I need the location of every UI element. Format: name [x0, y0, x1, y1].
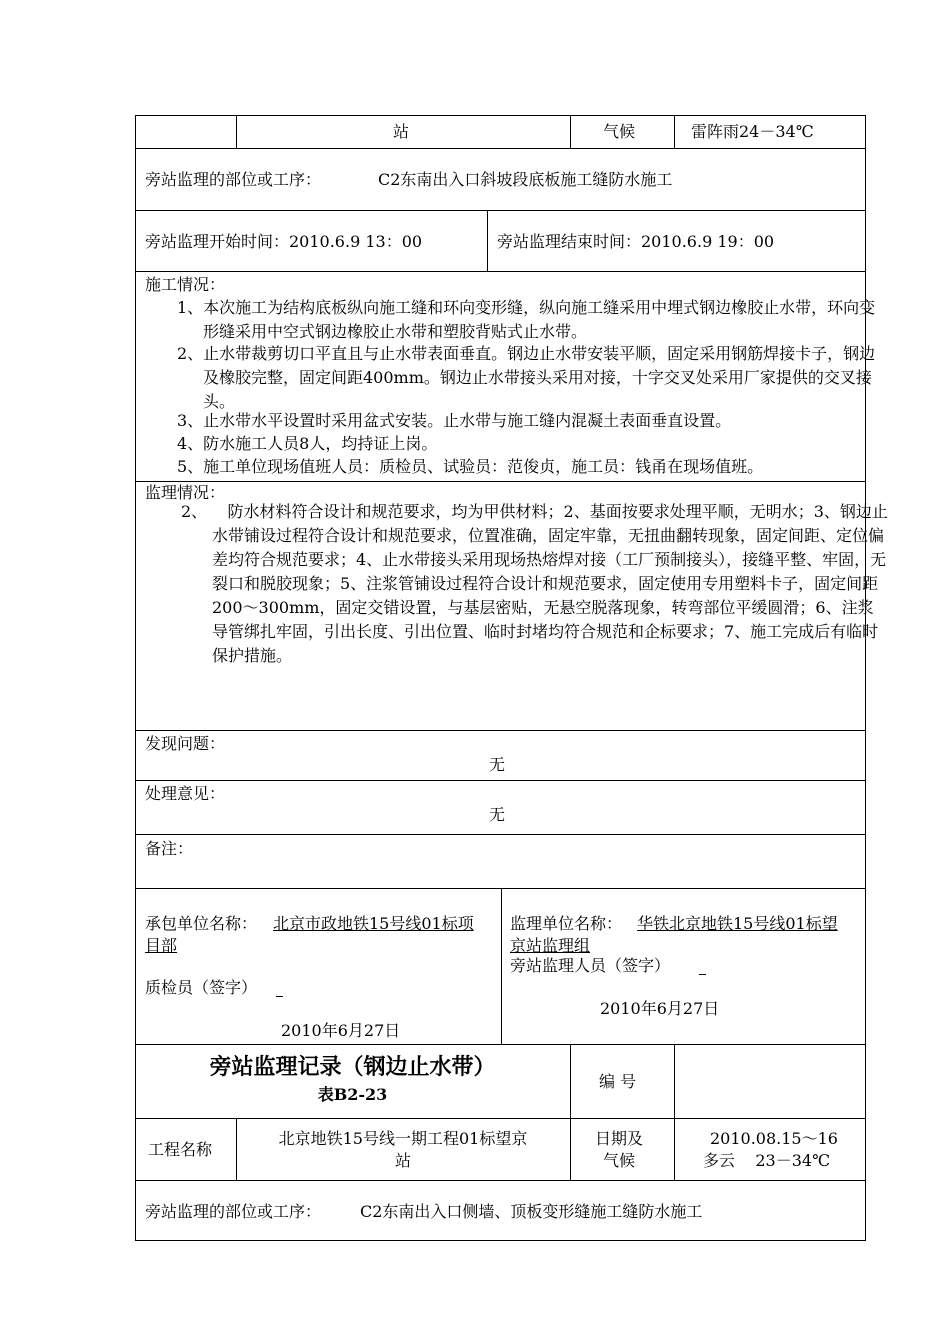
row-divider [136, 780, 865, 781]
project-name-cont: 站 [394, 1151, 411, 1170]
col-divider [501, 888, 502, 1044]
col-divider [674, 116, 675, 148]
part-label: 旁站监理的部位或工序： [145, 170, 322, 189]
supervision-heading: 监理情况： [145, 483, 226, 502]
supervisor-name-cont: 京站监理组 [510, 936, 591, 955]
row-divider [136, 1118, 865, 1119]
part-value-2: C2东南出入口侧墙、顶板变形缝施工缝防水施工 [360, 1202, 703, 1221]
station-suffix: 站 [393, 122, 410, 141]
inspector-signature: 质检员（签字） [145, 978, 258, 997]
supervisor-date: 2010年6月27日 [600, 999, 720, 1018]
row-divider [136, 1180, 865, 1181]
part-value: C2东南出入口斜坡段底板施工缝防水施工 [378, 170, 673, 189]
issues-label: 发现问题： [145, 734, 226, 753]
record-title: 旁站监理记录（钢边止水带） [209, 1054, 496, 1080]
contractor-name-cont: 目部 [145, 936, 178, 955]
signature-line [276, 980, 283, 997]
date-weather-label: 日期及 [595, 1129, 644, 1148]
col-divider [236, 116, 237, 148]
remarks-label: 备注： [145, 839, 194, 858]
row-divider [136, 271, 865, 272]
start-time: 旁站监理开始时间：2010.6.9 13：00 [145, 232, 423, 251]
row-divider [136, 210, 865, 211]
col-divider [570, 1044, 571, 1180]
col-divider [570, 116, 571, 148]
end-time: 旁站监理结束时间：2010.6.9 19：00 [497, 232, 775, 251]
opinion-value: 无 [489, 805, 506, 824]
weather-label: 气候 [603, 122, 636, 141]
row-divider [136, 1044, 865, 1045]
col-divider [674, 1044, 675, 1180]
construction-heading: 施工情况： [145, 275, 226, 294]
construction-item: 3、止水带水平设置时采用盆式安装。止水带与施工缝内混凝土表面垂直设置。 [177, 411, 732, 430]
weather-value: 雷阵雨24－34℃ [691, 122, 814, 141]
supervisor-label: 监理单位名称： [510, 914, 623, 933]
form-number: 表B2-23 [317, 1085, 388, 1104]
date-weather-label-cont: 气候 [603, 1151, 636, 1170]
contractor-name: 北京市政地铁15号线01标项 [273, 914, 474, 933]
construction-item: 2、止水带裁剪切口平直且与止水带表面垂直。钢边止水带安装平顺，固定采用钢筋焊接卡子，钢边及橡胶完整，固定间距400mm。钢边止水带接头采用对接，十字交叉处采用厂家提供的交叉接头。 [177, 344, 876, 411]
issues-value: 无 [489, 755, 506, 774]
supervision-text: 2、 防水材料符合设计和规范要求，均为甲供材料；2、基面按要求处理平顺，无明水；3、钢边止水带铺设过程符合设计和规范要求，位置准确，固定牢靠，无扭曲翻转现象，固定间距、定位偏差均符合规范要求；4、止水带接头采用现场热熔焊对接（工厂预制接头），接缝平整、牢固，无裂口和脱胶现象；5、注浆管铺设过程符合设计和规范要求，固定使用专用塑料卡子，固定间距200～300mm，固定交错设置，与基层密贴，无悬空脱落现象，转弯部位平缓圆滑；6、注浆导管绑扎牢固，引出长度、引出位置、临时封堵均符合规范和企标要求；7、施工完成后有临时保护措施。 [181, 502, 888, 665]
date-value: 2010.08.15～16 [710, 1129, 838, 1148]
project-label: 工程名称 [148, 1140, 213, 1159]
construction-item: 4、防水施工人员8人，均持证上岗。 [177, 434, 438, 453]
col-divider [487, 210, 488, 271]
contractor-date: 2010年6月27日 [281, 1021, 401, 1040]
contractor-label: 承包单位名称： [145, 914, 258, 933]
supervisor-person-signature: 旁站监理人员（签字） [510, 956, 671, 975]
part-label-2: 旁站监理的部位或工序： [145, 1202, 322, 1221]
number-label: 编 号 [599, 1072, 637, 1091]
construction-item: 1、本次施工为结构底板纵向施工缝和环向变形缝，纵向施工缝采用中埋式钢边橡胶止水带，环向变形缝采用中空式钢边橡胶止水带和塑胶背贴式止水带。 [177, 298, 876, 341]
weather-value-2: 多云 23－34℃ [703, 1151, 830, 1170]
row-divider [136, 730, 865, 731]
supervisor-name: 华铁北京地铁15号线01标望 [637, 914, 838, 933]
project-name: 北京地铁15号线一期工程01标望京 [278, 1129, 528, 1148]
signature-line [699, 958, 706, 975]
row-divider [136, 834, 865, 835]
opinion-label: 处理意见： [145, 784, 226, 803]
construction-item: 5、施工单位现场值班人员：质检员、试验员：范俊贞，施工员：钱甬在现场值班。 [177, 457, 764, 476]
row-divider [136, 481, 865, 482]
row-divider [136, 148, 865, 149]
